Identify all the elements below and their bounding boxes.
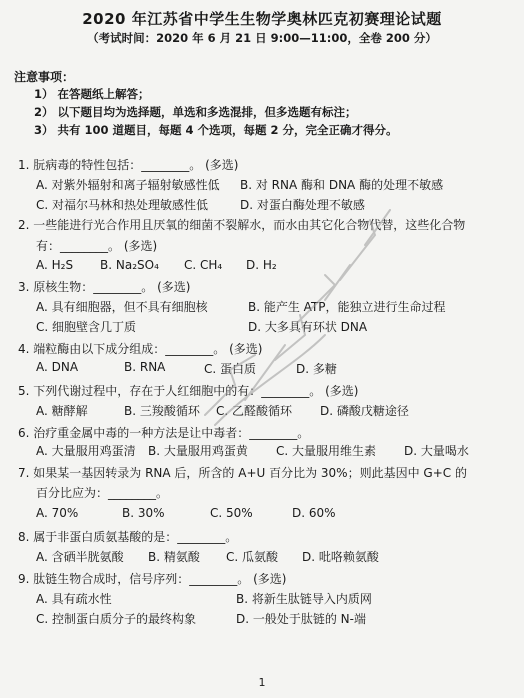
option: C. 瓜氨酸 bbox=[226, 550, 279, 564]
option: C. 对福尔马林和热处理敏感性低 bbox=[36, 198, 209, 212]
question-stem: 1. 朊病毒的特性包括：________。 (多选) bbox=[18, 158, 239, 172]
option: B. 将新生肽链导入内质网 bbox=[236, 592, 372, 606]
page-number: 1 bbox=[258, 676, 266, 689]
option: D. 对蛋白酶处理不敏感 bbox=[240, 198, 365, 212]
option: A. 糖酵解 bbox=[36, 404, 88, 418]
note-item: 2） 以下题目均为选择题，单选和多选混排，但多选题有标注； bbox=[34, 105, 357, 119]
option: D. 大多具有环状 DNA bbox=[248, 320, 368, 334]
page-title: 2020 年江苏省中学生生物学奥林匹克初赛理论试题 bbox=[82, 10, 442, 28]
note-item: 3） 共有 100 道题目，每题 4 个选项，每题 2 分，完全正确才得分。 bbox=[34, 123, 398, 137]
question-stem: 2. 一些能进行光合作用且厌氧的细菌不裂解水，而水由其它化合物代替，这些化合物 bbox=[18, 218, 466, 232]
option: C. 50% bbox=[210, 506, 253, 520]
option: A. 70% bbox=[36, 506, 79, 520]
option: C. 控制蛋白质分子的最终构象 bbox=[36, 612, 197, 626]
option: B. 30% bbox=[122, 506, 165, 520]
option: A. 对紫外辐射和离子辐射敏感性低 bbox=[36, 178, 220, 192]
option: C. 蛋白质 bbox=[204, 362, 257, 376]
option: D. 大量喝水 bbox=[404, 444, 469, 458]
option: A. 大量服用鸡蛋清 bbox=[36, 444, 136, 458]
option: B. RNA bbox=[124, 360, 166, 374]
question-stem: 9. 肽链生物合成时，信号序列：________。 (多选) bbox=[18, 572, 287, 586]
question-stem: 7. 如果某一基因转录为 RNA 后，所含的 A+U 百分比为 30%；则此基因中 G+C 的 bbox=[18, 466, 467, 480]
option: D. 一般处于肽链的 N-端 bbox=[236, 612, 366, 626]
question-stem-continued: 百分比应为：________。 bbox=[36, 486, 169, 500]
option: D. 多糖 bbox=[296, 362, 337, 376]
notes-heading: 注意事项： bbox=[14, 70, 75, 84]
option: A. 具有疏水性 bbox=[36, 592, 112, 606]
option: D. 磷酸戊糖途径 bbox=[320, 404, 409, 418]
option: A. DNA bbox=[36, 360, 79, 374]
option: B. 能产生 ATP，能独立进行生命过程 bbox=[248, 300, 446, 314]
option: A. 含硒半胱氨酸 bbox=[36, 550, 124, 564]
question-stem: 5. 下列代谢过程中，存在于人红细胞中的有：________。 (多选) bbox=[18, 384, 359, 398]
option: C. 乙醛酸循环 bbox=[216, 404, 293, 418]
option: D. 60% bbox=[292, 506, 336, 520]
option: C. 细胞壁含几丁质 bbox=[36, 320, 137, 334]
option: A. H₂S bbox=[36, 258, 74, 272]
option: B. 对 RNA 酶和 DNA 酶的处理不敏感 bbox=[240, 178, 444, 192]
question-stem: 6. 治疗重金属中毒的一种方法是让中毒者：________。 bbox=[18, 426, 310, 440]
note-item: 1） 在答题纸上解答； bbox=[34, 87, 150, 101]
question-stem-continued: 有：________。 (多选) bbox=[36, 239, 158, 253]
question-stem: 8. 属于非蛋白质氨基酸的是：________。 bbox=[18, 530, 238, 544]
exam-time-subtitle: （考试时间：2020 年 6 月 21 日 9:00—11:00，全卷 200 分） bbox=[87, 31, 437, 45]
option: D. 吡咯赖氨酸 bbox=[302, 550, 379, 564]
question-stem: 4. 端粒酶由以下成分组成：________。 (多选) bbox=[18, 342, 263, 356]
option: B. 大量服用鸡蛋黄 bbox=[148, 444, 248, 458]
option: D. H₂ bbox=[246, 258, 277, 272]
option: B. 三羧酸循环 bbox=[124, 404, 200, 418]
option: B. 精氨酸 bbox=[148, 550, 200, 564]
option: B. Na₂SO₄ bbox=[100, 258, 159, 272]
option: A. 具有细胞器，但不具有细胞核 bbox=[36, 300, 208, 314]
question-stem: 3. 原核生物：________。 (多选) bbox=[18, 280, 191, 294]
option: C. 大量服用维生素 bbox=[276, 444, 377, 458]
option: C. CH₄ bbox=[184, 258, 223, 272]
